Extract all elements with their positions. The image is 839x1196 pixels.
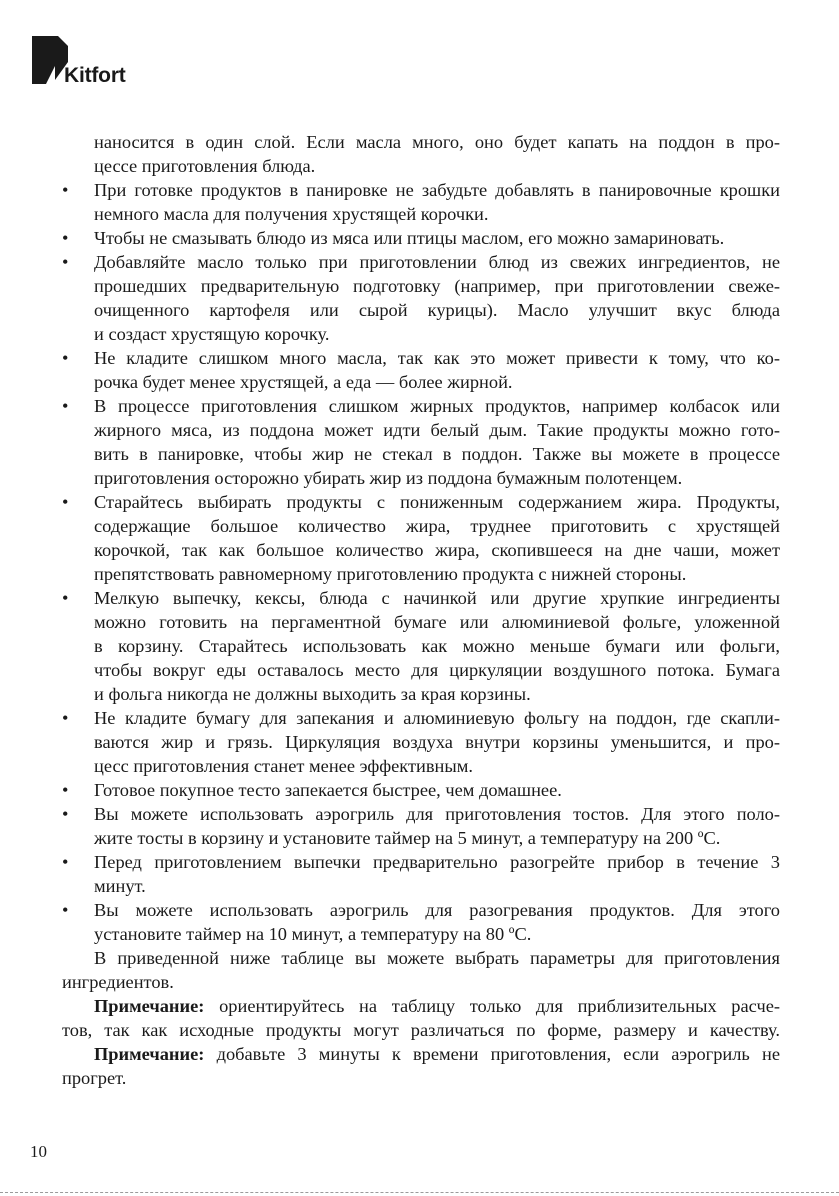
bullet-item: [62, 346, 780, 394]
text-line: прогрет.: [62, 1068, 127, 1088]
bullet-text-line: Перед приготовлением выпечки предварительно разогрейте прибор в течение 3: [94, 852, 780, 872]
bullet-marker: •: [62, 588, 69, 608]
page-number: 10: [30, 1142, 47, 1161]
bullet-text-line: установите таймер на 10 минут, а температуру на 80 ºC.: [94, 924, 532, 944]
bullet-text-line: Добавляйте масло только при приготовлении блюд из свежих ингредиентов, не: [94, 252, 780, 272]
bullet-text-line: немного масла для получения хрустящей корочки.: [94, 204, 489, 224]
text-line: [62, 1042, 780, 1066]
bullet-text-line: вить в панировке, чтобы жир не стекал в поддон. Также вы можете в процессе: [94, 444, 780, 464]
bullet-marker: •: [62, 252, 69, 272]
bullet-text-line: прошедших предварительную подготовку (например, при приготовлении свеже-: [94, 276, 780, 296]
bullet-item: [62, 178, 780, 226]
note-text: ориентируйтесь на таблицу только для приблизительных расче-: [204, 996, 780, 1016]
bullet-item: [62, 490, 780, 586]
note-preheat: [62, 1042, 780, 1090]
bullet-item: [62, 850, 780, 898]
bullet-item: [62, 394, 780, 490]
bullet-marker: •: [62, 492, 69, 512]
note-approximate-calculation: [62, 994, 780, 1042]
bullet-text-line: содержащие большое количество жира, труднее приготовить с хрустящей: [94, 516, 780, 536]
bullet-text-line: Не кладите слишком много масла, так как это может привести к тому, что ко-: [94, 348, 780, 368]
bullet-text-line: корочкой, так как большое количество жира, скопившееся на дне чаши, может: [94, 540, 780, 560]
text-line: цессе приготовления блюда.: [94, 156, 316, 176]
text-line: наносится в один слой. Если масла много, оно будет капать на поддон в про-: [94, 132, 780, 152]
bullet-text-line: При готовке продуктов в панировке не забудьте добавлять в панировочные крошки: [94, 180, 780, 200]
bullet-text-line: и создаст хрустящую корочку.: [94, 324, 330, 344]
bullet-text-line: можно готовить на пергаментной бумаге или алюминиевой фольге, уложенной: [94, 612, 780, 632]
bullet-marker: •: [62, 852, 69, 872]
bullet-item: [62, 898, 780, 946]
text-line: тов, так как исходные продукты могут различаться по форме, размеру и качеству.: [62, 1020, 780, 1040]
bullet-marker: •: [62, 900, 69, 920]
page-bottom-rule: [0, 1192, 839, 1194]
bullet-item: [62, 802, 780, 850]
bullet-text-line: Вы можете использовать аэрогриль для разогревания продуктов. Для этого: [94, 900, 780, 920]
note-label: Примечание:: [94, 996, 205, 1016]
bullet-item: [62, 226, 780, 250]
text-line: [62, 994, 780, 1018]
bullet-list: [62, 178, 780, 946]
bullet-item: [62, 250, 780, 346]
bullet-text-line: в корзину. Старайтесь использовать как можно меньше бумаги или фольги,: [94, 636, 780, 656]
bullet-text-line: жирного мяса, из поддона может идти белый дым. Такие продукты можно гото-: [94, 420, 780, 440]
bullet-marker: •: [62, 348, 69, 368]
bullet-item: [62, 706, 780, 778]
bullet-text-line: и фольга никогда не должны выходить за края корзины.: [94, 684, 531, 704]
bullet-text-line: ваются жир и грязь. Циркуляция воздуха внутри корзины уменьшится, и про-: [94, 732, 780, 752]
bullet-text-line: рочка будет менее хрустящей, а еда — более жирной.: [94, 372, 513, 392]
bullet-text-line: чтобы вокруг еды оставалось место для циркуляции воздушного потока. Бумага: [94, 660, 780, 680]
continuation-text: [62, 130, 780, 178]
bullet-marker: •: [62, 228, 69, 248]
page-content: [62, 130, 780, 1090]
note-text: добавьте 3 минуты к времени приготовления, если аэрогриль не: [204, 1044, 780, 1064]
bullet-item: [62, 778, 780, 802]
bullet-marker: •: [62, 804, 69, 824]
bullet-marker: •: [62, 180, 69, 200]
bullet-item: [62, 586, 780, 706]
bullet-marker: •: [62, 396, 69, 416]
bullet-text-line: Мелкую выпечку, кексы, блюда с начинкой или другие хрупкие ингредиенты: [94, 588, 780, 608]
bullet-text-line: минут.: [94, 876, 146, 896]
text-line: В приведенной ниже таблице вы можете выбрать параметры для приготовления: [94, 948, 780, 968]
bullet-text-line: жите тосты в корзину и установите таймер на 5 минут, а температуру на 200 ºC.: [94, 828, 721, 848]
bullet-marker: •: [62, 780, 69, 800]
bullet-text-line: цесс приготовления станет менее эффективным.: [94, 756, 473, 776]
note-label: Примечание:: [94, 1044, 205, 1064]
bullet-marker: •: [62, 708, 69, 728]
bullet-text-line: В процессе приготовления слишком жирных продуктов, например колбасок или: [94, 396, 780, 416]
bullet-text-line: Готовое покупное тесто запекается быстрее, чем домашнее.: [94, 780, 562, 800]
brand-name: Kitfort: [64, 64, 126, 87]
bullet-text-line: очищенного картофеля или сырой курицы). Масло улучшит вкус блюда: [94, 300, 780, 320]
bullet-text-line: Не кладите бумагу для запекания и алюминиевую фольгу на поддон, где скапли-: [94, 708, 780, 728]
bullet-text-line: Старайтесь выбирать продукты с пониженным содержанием жира. Продукты,: [94, 492, 780, 512]
intro-paragraph: [62, 946, 780, 994]
bullet-text-line: Вы можете использовать аэрогриль для приготовления тостов. Для этого поло-: [94, 804, 780, 824]
bullet-text-line: препятствовать равномерному приготовлению продукта с нижней стороны.: [94, 564, 687, 584]
text-line: ингредиентов.: [62, 972, 174, 992]
bullet-text-line: приготовления осторожно убирать жир из поддона бумажным полотенцем.: [94, 468, 683, 488]
bullet-text-line: Чтобы не смазывать блюдо из мяса или птицы маслом, его можно замариновать.: [94, 228, 725, 248]
